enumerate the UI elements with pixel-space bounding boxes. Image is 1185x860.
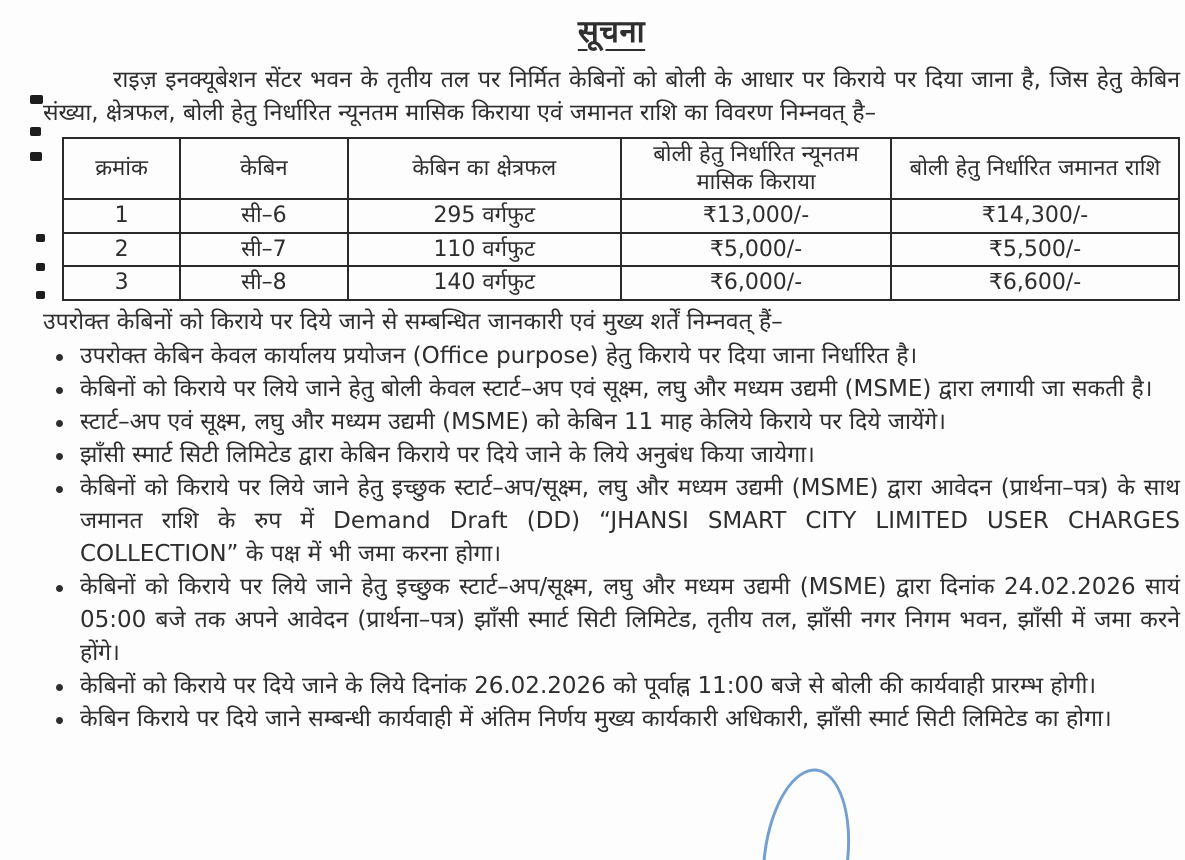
table-row bbox=[63, 266, 1179, 300]
cell-serial: 2 bbox=[63, 233, 180, 267]
pen-circle-annotation bbox=[752, 763, 859, 860]
cell-serial: 3 bbox=[63, 266, 180, 300]
cell-area: 110 वर्गफुट bbox=[348, 233, 621, 267]
scan-artifact bbox=[30, 127, 41, 136]
table-row bbox=[63, 199, 1179, 233]
scan-artifact bbox=[36, 234, 45, 242]
scan-artifact bbox=[36, 263, 45, 271]
cell-deposit: ₹5,500/- bbox=[891, 233, 1179, 267]
table-row bbox=[63, 233, 1179, 267]
page-title bbox=[43, 10, 1180, 52]
cell-deposit: ₹6,600/- bbox=[891, 266, 1179, 300]
term-item: झाँसी स्मार्ट सिटी लिमिटेड द्वारा केबिन किराये पर दिये जाने के लिये अनुबंध किया जायेगा। bbox=[43, 439, 1180, 472]
term-item: उपरोक्त केबिन केवल कार्यालय प्रयोजन (Office purpose) हेतु किराये पर दिया जाना निर्धारित है। bbox=[43, 340, 1180, 373]
cabin-rent-table bbox=[62, 137, 1180, 301]
header-serial: क्रमांक bbox=[63, 138, 180, 199]
header-area: केबिन का क्षेत्रफल bbox=[348, 138, 621, 199]
cell-deposit: ₹14,300/- bbox=[891, 199, 1179, 233]
cell-area: 140 वर्गफुट bbox=[348, 266, 621, 300]
header-min-rent: बोली हेतु निर्धारित न्यूनतम मासिक किराया bbox=[621, 138, 891, 199]
cell-cabin: सी–8 bbox=[180, 266, 347, 300]
term-item: केबिन किराये पर दिये जाने सम्बन्धी कार्यवाही में अंतिम निर्णय मुख्य कार्यकारी अधिकारी, झाँसी स्मार्ट सिटी लिमिटेड का होगा। bbox=[43, 703, 1180, 736]
term-item: केबिनों को किराये पर दिये जाने के लिये दिनांक 26.02.2026 को पूर्वाह्न 11:00 बजे से बोली की कार्यवाही प्रारम्भ होगी। bbox=[43, 670, 1180, 703]
term-item: केबिनों को किराये पर लिये जाने हेतु इच्छुक स्टार्ट–अप/सूक्ष्म, लघु और मध्यम उद्यमी (MSME) द्वारा दिनांक 24.02.2026 सायं 05:00 बजे तक अपने आवेदन (प्रार्थना–पत्र) झाँसी स्मार्ट सिटी लिमिटेड, तृतीय तल, झाँसी नगर निगम भवन, झाँसी में जमा करने होंगे। bbox=[43, 571, 1180, 670]
cell-cabin: सी–7 bbox=[180, 233, 347, 267]
header-deposit: बोली हेतु निर्धारित जमानत राशि bbox=[891, 138, 1179, 199]
term-item: केबिनों को किराये पर लिये जाने हेतु इच्छुक स्टार्ट–अप/सूक्ष्म, लघु और मध्यम उद्यमी (MSME) द्वारा आवेदन (प्रार्थना–पत्र) के साथ जमानत राशि के रुप में Demand Draft (DD) “JHANSI SMART CITY LIMITED USER CHARGES COLLECTION” के पक्ष में भी जमा करना होगा। bbox=[43, 472, 1180, 571]
table-header-row bbox=[63, 138, 1179, 199]
cell-serial: 1 bbox=[63, 199, 180, 233]
document-content bbox=[0, 10, 1185, 736]
scan-artifact bbox=[36, 291, 45, 299]
term-item: स्टार्ट–अप एवं सूक्ष्म, लघु और मध्यम उद्यमी (MSME) को केबिन 11 माह केलिये किराये पर दिये जायेंगे। bbox=[43, 406, 1180, 439]
header-cabin: केबिन bbox=[180, 138, 347, 199]
cell-area: 295 वर्गफुट bbox=[348, 199, 621, 233]
cell-rent: ₹13,000/- bbox=[621, 199, 891, 233]
cell-cabin: सी–6 bbox=[180, 199, 347, 233]
cell-rent: ₹5,000/- bbox=[621, 233, 891, 267]
intro-paragraph: राइज़ इनक्यूबेशन सेंटर भवन के तृतीय तल पर निर्मित केबिनों को बोली के आधार पर किराये पर दिया जाना है, जिस हेतु केबिन संख्या, क्षेत्रफल, बोली हेतु निर्धारित न्यूनतम मासिक किराया एवं जमानत राशि का विवरण निम्नवत् है– bbox=[43, 67, 1180, 126]
terms-list bbox=[43, 340, 1180, 736]
scan-artifact bbox=[30, 152, 42, 161]
scan-artifact bbox=[30, 95, 43, 104]
cell-rent: ₹6,000/- bbox=[621, 266, 891, 300]
term-item: केबिनों को किराये पर लिये जाने हेतु बोली केवल स्टार्ट–अप एवं सूक्ष्म, लघु और मध्यम उद्यमी (MSME) द्वारा लगायी जा सकती है। bbox=[43, 373, 1180, 406]
page-title-text: सूचना bbox=[577, 14, 646, 50]
terms-heading: उपरोक्त केबिनों को किराये पर दिये जाने से सम्बन्धित जानकारी एवं मुख्य शर्तें निम्नवत् हैं– bbox=[43, 308, 783, 335]
